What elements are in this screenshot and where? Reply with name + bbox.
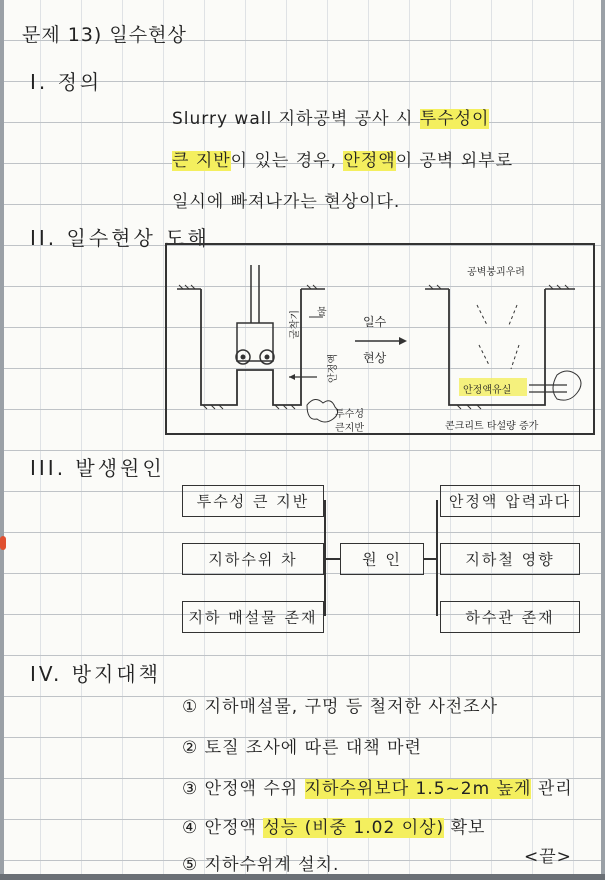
loss-diagram-drawing — [167, 245, 593, 433]
label-water: 물 — [317, 307, 327, 318]
page-edge-right — [601, 0, 605, 880]
measure-1: ① 지하매설물, 구멍 등 철저한 사전조사 — [182, 697, 499, 717]
label-stabilizer-loss: 안정액유실 — [463, 385, 512, 396]
label-stabilizer: 안정액 — [327, 354, 339, 383]
cause-box-left-1: 투수성 큰 지반 — [182, 485, 324, 517]
cause-box-left-2: 지하수위 차 — [182, 543, 324, 575]
section-4-heading: IV. 방지대책 — [30, 662, 161, 686]
section-3-heading: III. 발생원인 — [30, 456, 165, 480]
label-arrow-top: 일수 — [363, 315, 387, 329]
end-mark: <끝> — [524, 847, 572, 867]
label-wall-collapse: 공벽붕괴우려 — [467, 267, 525, 278]
highlight-ground: 큰 지반 — [172, 151, 231, 171]
problem-title: 문제 13) 일수현상 — [22, 24, 187, 46]
cause-box-left-3: 지하 매설물 존재 — [182, 601, 324, 633]
label-permeable: 투수성 — [335, 409, 364, 420]
highlight-permeable: 투수성이 — [419, 109, 490, 129]
cause-box-right-1: 안정액 압력과다 — [440, 485, 580, 517]
label-arrow-bottom: 현상 — [363, 351, 387, 365]
highlight-stabilizer: 안정액 — [343, 151, 396, 171]
label-concrete-increase: 콘크리트 타설량 증가 — [445, 421, 539, 432]
highlight-performance: 성능 (비중 1.02 이상) — [263, 818, 445, 838]
measure-2: ② 토질 조사에 따른 대책 마련 — [182, 738, 422, 758]
connector-left-horizontal — [324, 558, 340, 560]
measure-3: ③ 안정액 수위 지하수위보다 1.5~2m 높게 관리 — [182, 779, 573, 799]
section-1-heading: I. 정의 — [30, 70, 103, 94]
measure-4: ④ 안정액 성능 (비중 1.02 이상) 확보 — [182, 818, 486, 838]
cause-box-right-2: 지하철 영향 — [440, 543, 580, 575]
red-margin-mark — [0, 536, 6, 550]
page-edge-left — [0, 0, 4, 880]
highlight-water-level: 지하수위보다 1.5~2m 높게 — [304, 779, 532, 799]
cause-center-box: 원 인 — [340, 543, 424, 575]
connector-right-vertical — [436, 500, 438, 616]
cause-box-right-3: 하수관 존재 — [440, 601, 580, 633]
definition-line-2: 큰 지반이 있는 경우, 안정액이 공벽 외부로 — [172, 151, 514, 171]
section-2-heading: II. 일수현상 도해 — [30, 226, 210, 250]
loss-diagram — [165, 243, 595, 435]
definition-line-1: Slurry wall 지하공벽 공사 시 투수성이 — [172, 109, 490, 129]
label-permeable-ground: 큰지반 — [335, 423, 364, 434]
measure-5: ⑤ 지하수위계 설치. — [182, 855, 340, 875]
label-excavator: 굴착기 — [289, 310, 301, 339]
definition-line-3: 일시에 빠져나가는 현상이다. — [172, 192, 401, 212]
